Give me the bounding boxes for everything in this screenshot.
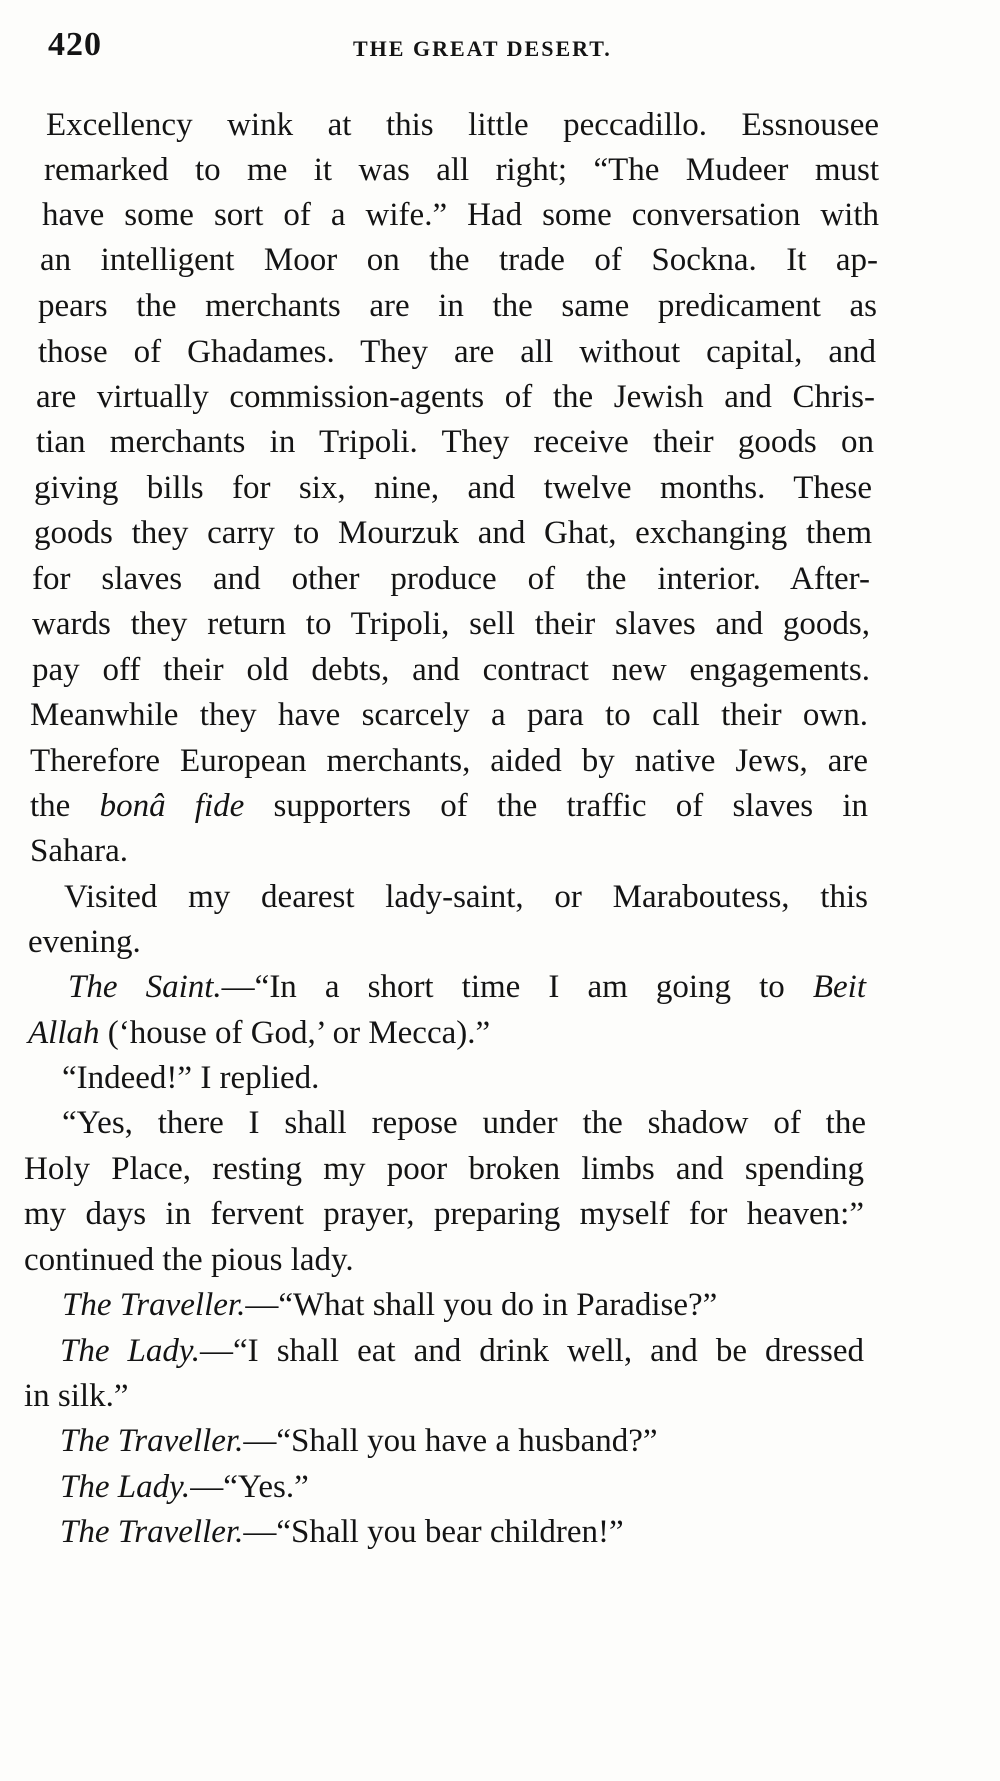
page-number: 420 bbox=[48, 26, 102, 63]
text-line: pay off their old debts, and contract new engagements. bbox=[32, 652, 870, 688]
dialogue-line: “Indeed!” I replied. bbox=[62, 1060, 320, 1096]
dialogue-line: The Traveller.—“Shall you have a husband?” bbox=[60, 1423, 658, 1459]
text-line: goods they carry to Mourzuk and Ghat, exchanging them bbox=[34, 515, 872, 551]
dialogue-line: The Lady.—“Yes.” bbox=[60, 1469, 309, 1505]
dialogue-line: The Lady.—“I shall eat and drink well, and be dressed bbox=[60, 1333, 865, 1369]
speaker-label: The Lady. bbox=[60, 1469, 191, 1505]
dialogue-line: “Yes, there I shall repose under the shadow of the bbox=[62, 1105, 866, 1141]
text-line: Meanwhile they have scarcely a para to call their own. bbox=[30, 697, 868, 733]
text-line: Holy Place, resting my poor broken limbs and spending bbox=[24, 1151, 864, 1187]
text-line: the bonâ fide supporters of the traffic of slaves in bbox=[30, 788, 869, 824]
text-line: my days in fervent prayer, preparing myself for heaven:” bbox=[24, 1196, 864, 1232]
speaker-label: The Lady. bbox=[60, 1333, 200, 1369]
text-line: continued the pious lady. bbox=[24, 1242, 354, 1278]
speaker-label: The Traveller. bbox=[60, 1423, 244, 1459]
text-line: have some sort of a wife.” Had some conversation with bbox=[42, 197, 879, 233]
running-title: THE GREAT DESERT. bbox=[353, 36, 612, 61]
dialogue-line: The Saint.—“In a short time I am going to Beit bbox=[68, 969, 867, 1005]
text-line: are virtually commission-agents of the Jewish and Chris- bbox=[36, 379, 875, 415]
dialogue-line: The Traveller.—“What shall you do in Paradise?” bbox=[62, 1287, 718, 1323]
text-line: Sahara. bbox=[30, 833, 129, 869]
text-line: in silk.” bbox=[24, 1378, 129, 1414]
text-line: Visited my dearest lady-saint, or Maraboutess, this bbox=[64, 879, 868, 915]
speaker-label: The Traveller. bbox=[60, 1514, 244, 1550]
text-line: giving bills for six, nine, and twelve months. These bbox=[34, 470, 872, 506]
italic-phrase: bonâ fide bbox=[99, 788, 245, 824]
text-line: for slaves and other produce of the interior. After- bbox=[32, 561, 870, 597]
text-line: Therefore European merchants, aided by native Jews, are bbox=[30, 743, 868, 779]
text-line: pears the merchants are in the same predicament as bbox=[38, 288, 877, 324]
text-line: Excellency wink at this little peccadillo. Essnousee bbox=[46, 107, 879, 143]
dialogue-line: Allah (‘house of God,’ or Mecca).” bbox=[28, 1015, 491, 1051]
dialogue-line: The Traveller.—“Shall you bear children!” bbox=[60, 1514, 624, 1550]
text-line: wards they return to Tripoli, sell their slaves and goods, bbox=[32, 606, 870, 642]
running-head bbox=[48, 26, 948, 76]
text-line: evening. bbox=[28, 924, 141, 960]
text-line: an intelligent Moor on the trade of Sockna. It ap- bbox=[40, 242, 878, 278]
speaker-label: The Saint. bbox=[68, 969, 222, 1005]
text-line: remarked to me it was all right; “The Mudeer must bbox=[44, 152, 879, 188]
text-line: tian merchants in Tripoli. They receive their goods on bbox=[36, 424, 874, 460]
text-line: those of Ghadames. They are all without capital, and bbox=[38, 334, 876, 370]
speaker-label: The Traveller. bbox=[62, 1287, 246, 1323]
